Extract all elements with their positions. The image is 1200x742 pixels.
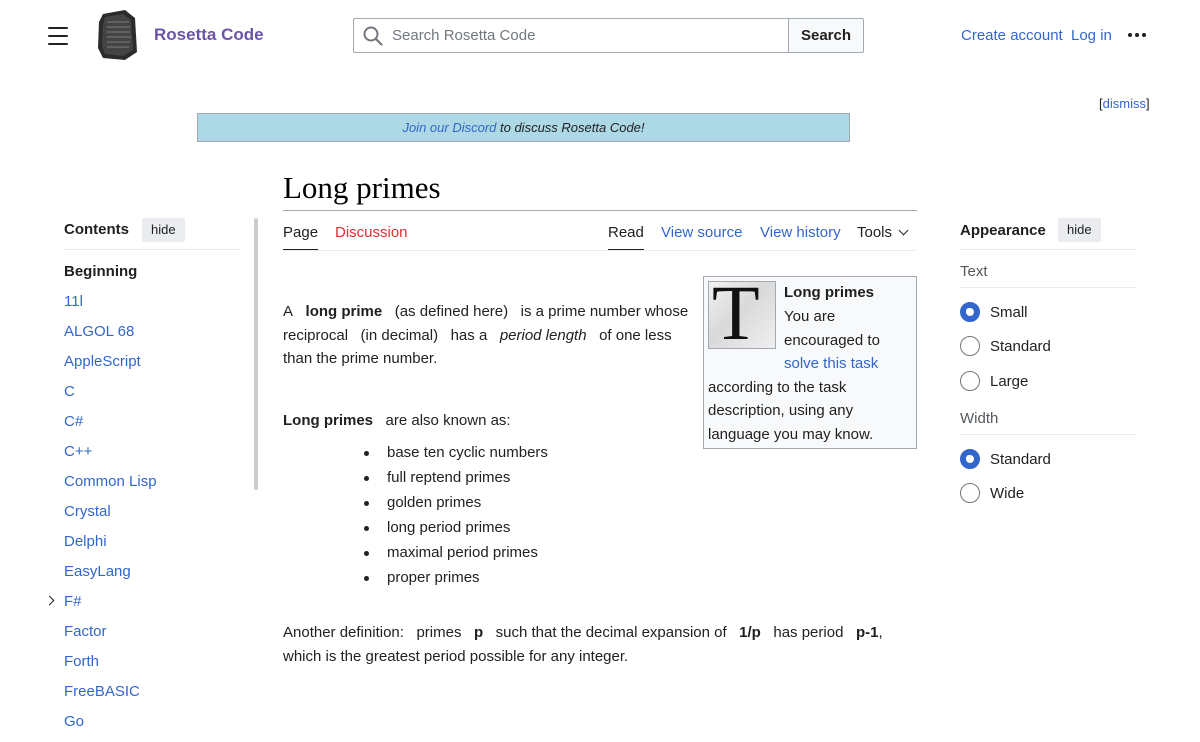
chevron-right-icon[interactable] <box>45 596 55 606</box>
task-title: Long primes <box>784 284 875 301</box>
text: has period <box>773 624 844 641</box>
text: is a prime number whose reciprocal <box>283 303 689 344</box>
radio-label: Standard <box>990 337 1051 355</box>
radio-width-standard[interactable] <box>960 449 1051 469</box>
list-item: proper primes <box>364 566 548 591</box>
list-item: maximal period primes <box>364 541 548 566</box>
toc-item <box>64 352 157 382</box>
toc-item <box>64 502 157 532</box>
toc-link-easylang[interactable]: EasyLang <box>64 563 131 580</box>
title-divider <box>283 210 917 211</box>
site-notice <box>197 113 850 142</box>
toc-link-factor[interactable]: Factor <box>64 623 107 640</box>
radio-label: Standard <box>990 450 1051 468</box>
search-box <box>353 18 789 53</box>
toc-scrollbar[interactable] <box>254 218 258 490</box>
width-divider <box>960 434 1136 435</box>
term-long-prime: long prime <box>305 303 383 320</box>
site-wordmark[interactable]: Rosetta Code <box>154 25 264 44</box>
radio-label: Wide <box>990 484 1025 502</box>
dismiss-notice <box>1099 96 1150 111</box>
toc-item <box>64 682 157 712</box>
text: Another definition: <box>283 624 404 641</box>
tools-label: Tools <box>857 224 893 241</box>
task-text: according to the task <box>708 379 847 396</box>
text: which is the greatest period possible for any integer. <box>283 647 629 665</box>
toc-item-beginning[interactable]: Beginning <box>64 263 138 280</box>
toc-list <box>64 262 157 742</box>
width-label: Width <box>960 410 999 427</box>
toc-divider <box>64 249 240 250</box>
discord-link[interactable]: Join our Discord <box>402 120 497 135</box>
task-text: language you may know. <box>708 426 874 443</box>
toc-link-forth[interactable]: Forth <box>64 653 100 670</box>
radio-unchecked-icon <box>960 336 980 356</box>
radio-text-small[interactable] <box>960 302 1028 322</box>
text: (in decimal) <box>360 326 439 344</box>
toc-item <box>64 562 157 592</box>
more-options-icon[interactable] <box>1128 33 1146 37</box>
toc-link-11l[interactable]: 11l <box>64 293 83 310</box>
radio-unchecked-icon <box>960 483 980 503</box>
task-text: description, using any <box>708 402 854 419</box>
math-1-over-p: 1/p <box>739 624 761 641</box>
main-menu-icon[interactable] <box>48 27 68 45</box>
radio-checked-icon <box>960 302 980 322</box>
task-text: You are <box>784 308 836 325</box>
search-input[interactable] <box>392 27 772 44</box>
task-text: encouraged to <box>784 332 880 349</box>
solve-task-link[interactable]: solve this task <box>784 355 879 372</box>
radio-text-large[interactable] <box>960 371 1028 391</box>
term-period-length: period length <box>499 326 587 344</box>
radio-unchecked-icon <box>960 371 980 391</box>
radio-checked-icon <box>960 449 980 469</box>
toc-link-c[interactable]: C <box>64 383 75 400</box>
math-p: p <box>473 624 484 641</box>
appearance-hide-button[interactable]: hide <box>1058 218 1101 242</box>
tab-read[interactable]: Read <box>608 224 644 251</box>
create-account-link[interactable]: Create account <box>961 27 1063 44</box>
text: of one less than the prime number. <box>283 326 672 367</box>
toc-heading: Contents <box>64 221 129 238</box>
text: A <box>283 303 294 320</box>
search-icon <box>354 19 392 52</box>
toc-item <box>64 382 157 412</box>
toc-item <box>64 322 157 352</box>
list-item: base ten cyclic numbers <box>364 441 548 466</box>
appearance-divider <box>960 249 1136 250</box>
text: are also known as: <box>385 412 511 429</box>
toc-item <box>64 412 157 442</box>
toc-link-algol-68[interactable]: ALGOL 68 <box>64 323 135 340</box>
tab-discussion[interactable]: Discussion <box>335 224 408 241</box>
page-title: Long primes <box>283 170 441 205</box>
math-p-minus-1: p-1 <box>855 624 879 641</box>
chevron-down-icon <box>899 226 909 236</box>
toc-link-f-sharp[interactable]: F# <box>64 593 82 610</box>
toc-item <box>64 532 157 562</box>
toc-link-applescript[interactable]: AppleScript <box>64 353 141 370</box>
term-long-primes: Long primes <box>283 412 374 429</box>
radio-width-wide[interactable] <box>960 483 1024 503</box>
list-item: golden primes <box>364 491 548 516</box>
toc-item <box>64 472 157 502</box>
toc-hide-button[interactable]: hide <box>142 218 185 242</box>
toc-link-c-sharp[interactable]: C# <box>64 413 84 430</box>
aliases-list <box>364 441 548 591</box>
toc-link-go[interactable]: Go <box>64 713 85 730</box>
dismiss-link[interactable]: dismiss <box>1102 96 1146 111</box>
tab-view-history[interactable]: View history <box>760 224 841 241</box>
definition-paragraph <box>283 621 903 668</box>
toc-link-common-lisp[interactable]: Common Lisp <box>64 473 157 490</box>
text: primes <box>416 624 462 641</box>
task-icon <box>708 269 776 356</box>
tab-view-source[interactable]: View source <box>661 224 743 241</box>
toc-item <box>64 712 157 742</box>
toc-link-crystal[interactable]: Crystal <box>64 503 111 520</box>
toc-link-delphi[interactable]: Delphi <box>64 533 107 550</box>
search-button[interactable]: Search <box>788 18 864 53</box>
text: (as defined here) <box>394 303 509 320</box>
toc-item <box>64 652 157 682</box>
list-item: full reptend primes <box>364 466 548 491</box>
toc-link-freebasic[interactable]: FreeBASIC <box>64 683 140 700</box>
toc-item <box>64 592 157 622</box>
radio-text-standard[interactable] <box>960 336 1051 356</box>
toc-item <box>64 622 157 652</box>
intro-paragraph <box>283 300 693 371</box>
aliases-paragraph <box>283 409 693 433</box>
radio-label: Large <box>990 372 1029 390</box>
tabs-divider <box>283 250 917 251</box>
text: , <box>878 624 883 641</box>
login-link[interactable]: Log in <box>1071 27 1112 44</box>
notice-text: to discuss Rosetta Code! <box>496 120 645 135</box>
appearance-heading: Appearance <box>960 222 1046 239</box>
text-size-divider <box>960 287 1136 288</box>
rosetta-stone-logo[interactable] <box>95 8 139 62</box>
text-size-label: Text <box>960 263 988 280</box>
bracket-open: [ <box>1099 96 1103 111</box>
list-item: long period primes <box>364 516 548 541</box>
tab-page[interactable]: Page <box>283 224 318 251</box>
bracket-close: ] <box>1145 96 1150 111</box>
radio-label: Small <box>990 303 1028 321</box>
tools-menu[interactable] <box>857 224 907 249</box>
text: has a <box>450 326 488 344</box>
toc-item <box>64 442 157 472</box>
toc-item <box>64 292 157 322</box>
toc-link-cpp[interactable]: C++ <box>64 443 93 460</box>
task-infobox <box>703 269 917 449</box>
task-icon-letter: T <box>712 269 760 356</box>
text: such that the decimal expansion of <box>495 624 727 641</box>
